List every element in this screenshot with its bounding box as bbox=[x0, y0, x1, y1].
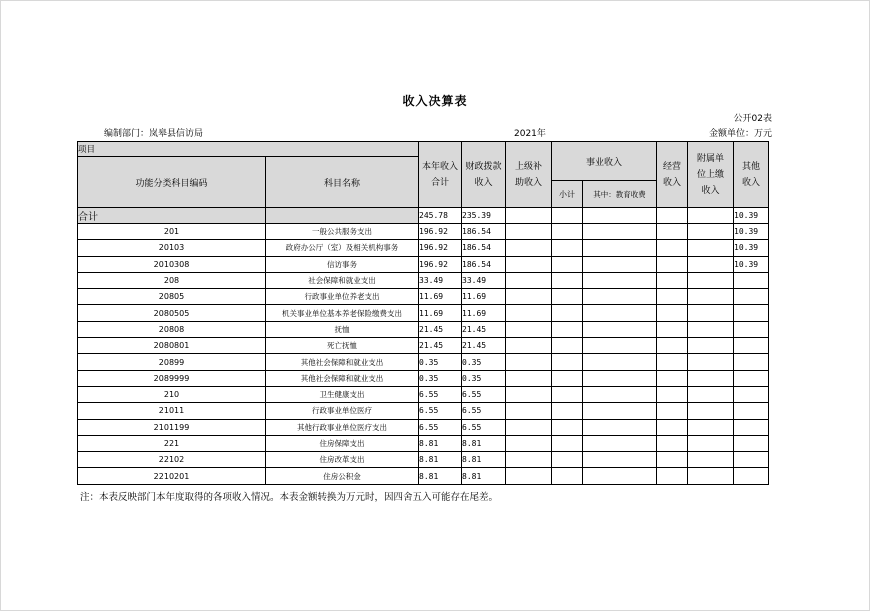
subject-name-cell: 住房保障支出 bbox=[266, 435, 419, 451]
total-income-cell: 0.35 bbox=[419, 370, 462, 386]
total-other-cell: 10.39 bbox=[734, 208, 769, 224]
education-cell bbox=[583, 419, 657, 435]
subtotal-cell bbox=[552, 435, 583, 451]
total-income-cell: 196.92 bbox=[419, 240, 462, 256]
code-cell: 20805 bbox=[78, 289, 266, 305]
operating-cell bbox=[657, 272, 688, 288]
income-table bbox=[77, 141, 769, 485]
total-subtotal-cell bbox=[552, 208, 583, 224]
subtotal-cell bbox=[552, 272, 583, 288]
subtotal-cell bbox=[552, 289, 583, 305]
total-operating-cell bbox=[657, 208, 688, 224]
code-cell: 2101199 bbox=[78, 419, 266, 435]
subtotal-cell bbox=[552, 419, 583, 435]
affiliate-cell bbox=[688, 468, 734, 484]
fiscal-cell: 6.55 bbox=[462, 386, 506, 402]
total-affiliate-cell bbox=[688, 208, 734, 224]
code-cell: 2210201 bbox=[78, 468, 266, 484]
table-row bbox=[78, 272, 769, 288]
subtotal-cell bbox=[552, 305, 583, 321]
code-cell: 201 bbox=[78, 224, 266, 240]
other-cell bbox=[734, 338, 769, 354]
affiliate-cell bbox=[688, 272, 734, 288]
table-row bbox=[78, 305, 769, 321]
fiscal-cell: 0.35 bbox=[462, 370, 506, 386]
table-row bbox=[78, 370, 769, 386]
fiscal-cell: 6.55 bbox=[462, 403, 506, 419]
subject-name-cell: 社会保障和就业支出 bbox=[266, 272, 419, 288]
subject-name-cell: 抚恤 bbox=[266, 321, 419, 337]
fiscal-cell: 186.54 bbox=[462, 224, 506, 240]
header-fiscal-appropriation: 财政拨款收入 bbox=[462, 142, 506, 208]
code-cell: 22102 bbox=[78, 452, 266, 468]
operating-cell bbox=[657, 224, 688, 240]
superior-cell bbox=[506, 240, 552, 256]
total-fiscal-cell: 235.39 bbox=[462, 208, 506, 224]
operating-cell bbox=[657, 338, 688, 354]
code-cell: 221 bbox=[78, 435, 266, 451]
code-cell: 21011 bbox=[78, 403, 266, 419]
other-cell bbox=[734, 403, 769, 419]
subtotal-cell bbox=[552, 354, 583, 370]
total-income-cell: 11.69 bbox=[419, 289, 462, 305]
operating-cell bbox=[657, 305, 688, 321]
superior-cell bbox=[506, 403, 552, 419]
total-income-cell: 196.92 bbox=[419, 256, 462, 272]
total-income-cell: 21.45 bbox=[419, 338, 462, 354]
superior-cell bbox=[506, 305, 552, 321]
superior-cell bbox=[506, 468, 552, 484]
operating-cell bbox=[657, 370, 688, 386]
affiliate-cell bbox=[688, 321, 734, 337]
code-cell: 2010308 bbox=[78, 256, 266, 272]
other-cell bbox=[734, 468, 769, 484]
superior-cell bbox=[506, 272, 552, 288]
superior-cell bbox=[506, 419, 552, 435]
other-cell bbox=[734, 272, 769, 288]
superior-cell bbox=[506, 370, 552, 386]
total-income-cell: 33.49 bbox=[419, 272, 462, 288]
fiscal-cell: 0.35 bbox=[462, 354, 506, 370]
superior-cell bbox=[506, 338, 552, 354]
affiliate-cell bbox=[688, 338, 734, 354]
operating-cell bbox=[657, 240, 688, 256]
total-label: 合计 bbox=[78, 208, 266, 224]
total-income-cell: 6.55 bbox=[419, 419, 462, 435]
operating-cell bbox=[657, 289, 688, 305]
subtotal-cell bbox=[552, 403, 583, 419]
total-income-cell: 196.92 bbox=[419, 224, 462, 240]
total-income-cell: 8.81 bbox=[419, 435, 462, 451]
header-subtotal: 小计 bbox=[552, 181, 583, 208]
fiscal-cell: 21.45 bbox=[462, 338, 506, 354]
total-income-cell: 6.55 bbox=[419, 386, 462, 402]
table-code: 公开02表 bbox=[733, 114, 772, 124]
subject-name-cell: 信访事务 bbox=[266, 256, 419, 272]
total-education-cell bbox=[583, 208, 657, 224]
affiliate-cell bbox=[688, 452, 734, 468]
table-row bbox=[78, 338, 769, 354]
subject-name-cell: 机关事业单位基本养老保险缴费支出 bbox=[266, 305, 419, 321]
header-affiliate-income: 附属单位上缴收入 bbox=[688, 142, 734, 208]
subject-name-cell: 死亡抚恤 bbox=[266, 338, 419, 354]
education-cell bbox=[583, 224, 657, 240]
other-cell bbox=[734, 370, 769, 386]
code-cell: 208 bbox=[78, 272, 266, 288]
education-cell bbox=[583, 305, 657, 321]
total-income-cell: 0.35 bbox=[419, 354, 462, 370]
subtotal-cell bbox=[552, 386, 583, 402]
subject-name-cell: 住房改革支出 bbox=[266, 452, 419, 468]
superior-cell bbox=[506, 386, 552, 402]
table-row bbox=[78, 452, 769, 468]
fiscal-cell: 8.81 bbox=[462, 468, 506, 484]
operating-cell bbox=[657, 321, 688, 337]
affiliate-cell bbox=[688, 403, 734, 419]
other-cell: 10.39 bbox=[734, 224, 769, 240]
affiliate-cell bbox=[688, 435, 734, 451]
operating-cell bbox=[657, 468, 688, 484]
other-cell bbox=[734, 354, 769, 370]
education-cell bbox=[583, 403, 657, 419]
code-cell: 20808 bbox=[78, 321, 266, 337]
subject-name-cell: 一般公共服务支出 bbox=[266, 224, 419, 240]
fiscal-cell: 8.81 bbox=[462, 435, 506, 451]
other-cell bbox=[734, 435, 769, 451]
other-cell bbox=[734, 386, 769, 402]
total-row bbox=[78, 208, 769, 224]
table-row bbox=[78, 386, 769, 402]
total-income-cell: 11.69 bbox=[419, 305, 462, 321]
fiscal-cell: 186.54 bbox=[462, 256, 506, 272]
footnote: 注：本表反映部门本年度取得的各项收入情况。本表金额转换为万元时，因四舍五入可能存在尾差。 bbox=[80, 492, 499, 503]
operating-cell bbox=[657, 435, 688, 451]
table-row bbox=[78, 321, 769, 337]
subject-name-cell: 其他社会保障和就业支出 bbox=[266, 370, 419, 386]
year-label: 2021年 bbox=[514, 129, 546, 139]
table-row bbox=[78, 224, 769, 240]
affiliate-cell bbox=[688, 289, 734, 305]
operating-cell bbox=[657, 419, 688, 435]
superior-cell bbox=[506, 289, 552, 305]
code-cell: 20899 bbox=[78, 354, 266, 370]
other-cell bbox=[734, 289, 769, 305]
affiliate-cell bbox=[688, 370, 734, 386]
superior-cell bbox=[506, 354, 552, 370]
code-cell: 2089999 bbox=[78, 370, 266, 386]
header-superior-subsidy: 上级补助收入 bbox=[506, 142, 552, 208]
table-row bbox=[78, 289, 769, 305]
header-education-fee: 其中：教育收费 bbox=[583, 181, 657, 208]
code-cell: 2080801 bbox=[78, 338, 266, 354]
table-row bbox=[78, 240, 769, 256]
other-cell: 10.39 bbox=[734, 240, 769, 256]
subtotal-cell bbox=[552, 240, 583, 256]
header-business-income: 事业收入 bbox=[552, 142, 657, 181]
subtotal-cell bbox=[552, 468, 583, 484]
affiliate-cell bbox=[688, 419, 734, 435]
header-subject-name: 科目名称 bbox=[266, 157, 419, 208]
total-superior-cell bbox=[506, 208, 552, 224]
fiscal-cell: 21.45 bbox=[462, 321, 506, 337]
subtotal-cell bbox=[552, 452, 583, 468]
other-cell bbox=[734, 452, 769, 468]
education-cell bbox=[583, 468, 657, 484]
education-cell bbox=[583, 354, 657, 370]
affiliate-cell bbox=[688, 354, 734, 370]
superior-cell bbox=[506, 435, 552, 451]
total-income-cell: 6.55 bbox=[419, 403, 462, 419]
total-income-cell: 8.81 bbox=[419, 468, 462, 484]
education-cell bbox=[583, 435, 657, 451]
subject-name-cell: 住房公积金 bbox=[266, 468, 419, 484]
header-operating-income: 经营收入 bbox=[657, 142, 688, 208]
header-function-code: 功能分类科目编码 bbox=[78, 157, 266, 208]
header-other-income: 其他收入 bbox=[734, 142, 769, 208]
other-cell bbox=[734, 305, 769, 321]
superior-cell bbox=[506, 452, 552, 468]
education-cell bbox=[583, 338, 657, 354]
subtotal-cell bbox=[552, 224, 583, 240]
subtotal-cell bbox=[552, 321, 583, 337]
affiliate-cell bbox=[688, 305, 734, 321]
superior-cell bbox=[506, 256, 552, 272]
operating-cell bbox=[657, 403, 688, 419]
fiscal-cell: 6.55 bbox=[462, 419, 506, 435]
table-row bbox=[78, 419, 769, 435]
header-project: 项目 bbox=[78, 142, 419, 157]
fiscal-cell: 186.54 bbox=[462, 240, 506, 256]
education-cell bbox=[583, 289, 657, 305]
subject-name-cell: 行政事业单位养老支出 bbox=[266, 289, 419, 305]
subtotal-cell bbox=[552, 370, 583, 386]
fiscal-cell: 11.69 bbox=[462, 289, 506, 305]
total-income-cell: 245.78 bbox=[419, 208, 462, 224]
operating-cell bbox=[657, 354, 688, 370]
fiscal-cell: 11.69 bbox=[462, 305, 506, 321]
subject-name-cell: 政府办公厅（室）及相关机构事务 bbox=[266, 240, 419, 256]
header-total-income: 本年收入合计 bbox=[419, 142, 462, 208]
fiscal-cell: 8.81 bbox=[462, 452, 506, 468]
affiliate-cell bbox=[688, 256, 734, 272]
table-row bbox=[78, 354, 769, 370]
education-cell bbox=[583, 256, 657, 272]
table-row bbox=[78, 468, 769, 484]
unit-label: 金额单位：万元 bbox=[708, 129, 772, 139]
operating-cell bbox=[657, 452, 688, 468]
report-title: 收入决算表 bbox=[402, 94, 468, 108]
operating-cell bbox=[657, 256, 688, 272]
superior-cell bbox=[506, 321, 552, 337]
education-cell bbox=[583, 321, 657, 337]
education-cell bbox=[583, 386, 657, 402]
affiliate-cell bbox=[688, 386, 734, 402]
affiliate-cell bbox=[688, 224, 734, 240]
table-row bbox=[78, 256, 769, 272]
total-income-cell: 21.45 bbox=[419, 321, 462, 337]
fiscal-cell: 33.49 bbox=[462, 272, 506, 288]
code-cell: 2080505 bbox=[78, 305, 266, 321]
table-row bbox=[78, 435, 769, 451]
superior-cell bbox=[506, 224, 552, 240]
total-label-blank bbox=[266, 208, 419, 224]
subtotal-cell bbox=[552, 256, 583, 272]
education-cell bbox=[583, 240, 657, 256]
subject-name-cell: 卫生健康支出 bbox=[266, 386, 419, 402]
operating-cell bbox=[657, 386, 688, 402]
other-cell: 10.39 bbox=[734, 256, 769, 272]
subtotal-cell bbox=[552, 338, 583, 354]
other-cell bbox=[734, 419, 769, 435]
education-cell bbox=[583, 272, 657, 288]
subject-name-cell: 其他行政事业单位医疗支出 bbox=[266, 419, 419, 435]
code-cell: 20103 bbox=[78, 240, 266, 256]
total-income-cell: 8.81 bbox=[419, 452, 462, 468]
compiler-label: 编制部门：岚皋县信访局 bbox=[104, 129, 204, 139]
code-cell: 210 bbox=[78, 386, 266, 402]
education-cell bbox=[583, 370, 657, 386]
subject-name-cell: 行政事业单位医疗 bbox=[266, 403, 419, 419]
table-row bbox=[78, 403, 769, 419]
other-cell bbox=[734, 321, 769, 337]
education-cell bbox=[583, 452, 657, 468]
affiliate-cell bbox=[688, 240, 734, 256]
subject-name-cell: 其他社会保障和就业支出 bbox=[266, 354, 419, 370]
